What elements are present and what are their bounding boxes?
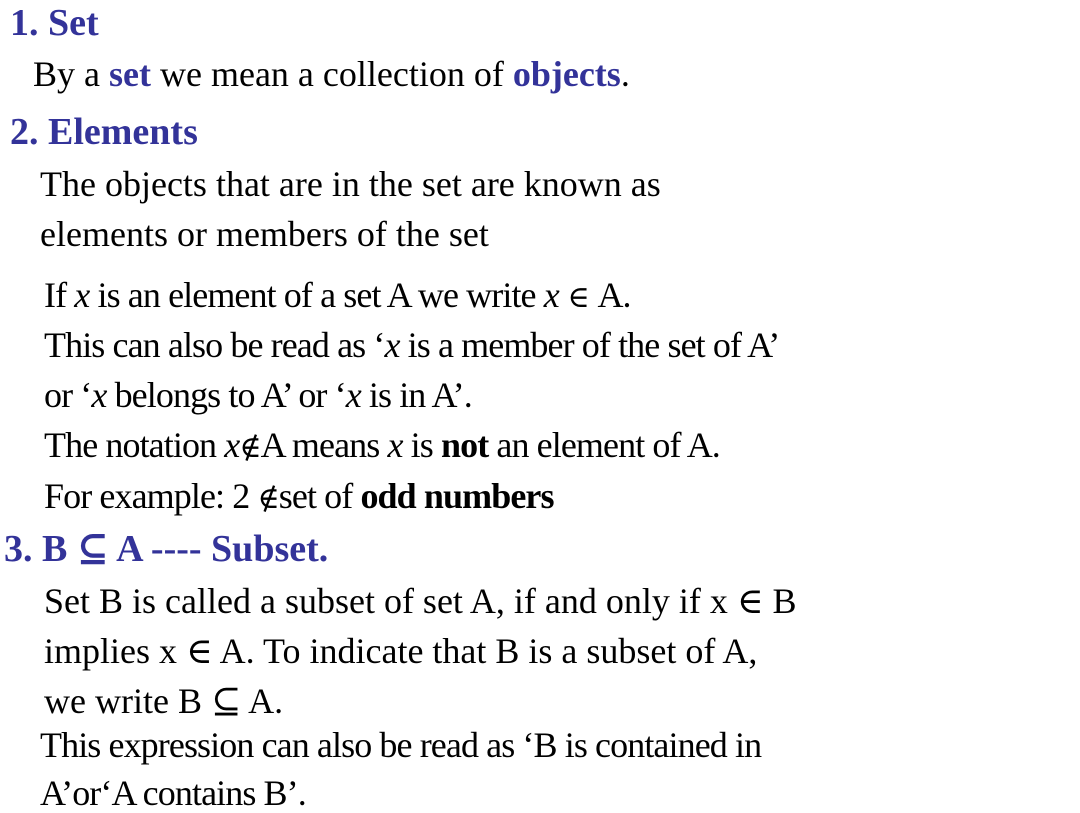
text: is a member of the set of A’: [399, 325, 780, 365]
emphasis-odd-numbers: odd numbers: [360, 476, 554, 516]
not-element-of-symbol: ∉: [257, 481, 279, 516]
text: is in A’.: [360, 375, 472, 415]
variable-x: x: [74, 275, 90, 315]
term-set: set: [109, 54, 151, 94]
membership-line-1: [44, 277, 631, 313]
elements-intro-line-1: The objects that are in the set are known as: [40, 164, 661, 204]
membership-line-4: [44, 427, 720, 463]
subset-definition-line-2: implies x ∈ A. To indicate that B is a subset of A,: [44, 631, 758, 671]
membership-example: [44, 478, 554, 514]
variable-x: x: [91, 375, 107, 415]
variable-x: x: [387, 425, 403, 465]
subset-definition-line-1: Set B is called a subset of set A, if and only if x ∈ B: [44, 581, 797, 621]
text: is an element of a set A we write: [89, 275, 544, 315]
not-element-of-symbol: ∉: [239, 430, 261, 465]
set-def-suffix: .: [620, 54, 630, 94]
heading-subset: 3. B ⊆ A ---- Subset.: [4, 528, 329, 570]
membership-line-2: [44, 327, 779, 363]
text: This can also be read as ‘: [44, 325, 385, 365]
elements-intro-line-2: elements or members of the set: [40, 214, 489, 254]
text: or ‘: [44, 375, 92, 415]
subset-definition-line-3: we write B ⊆ A.: [44, 681, 284, 721]
variable-x: x: [345, 375, 361, 415]
text: set of: [278, 476, 361, 516]
emphasis-not: not: [440, 425, 489, 465]
variable-x: x: [384, 325, 400, 365]
set-def-prefix: By a: [33, 54, 109, 94]
term-objects: objects: [512, 54, 621, 94]
text: belongs to A’ or ‘: [106, 375, 346, 415]
text: an element of A.: [488, 425, 720, 465]
subset-reading-line-2: A’or‘A contains B’.: [40, 773, 306, 813]
variable-x: x: [224, 425, 240, 465]
text: The notation: [44, 425, 225, 465]
subset-reading-line-1: This expression can also be read as ‘B is contained in: [40, 725, 762, 765]
text: For example: 2: [44, 476, 258, 516]
text: A means: [260, 425, 388, 465]
text: If: [44, 275, 75, 315]
heading-elements: 2. Elements: [10, 111, 198, 153]
set-def-middle: we mean a collection of: [150, 54, 513, 94]
variable-x: x: [543, 275, 559, 315]
text: is: [402, 425, 441, 465]
element-of-symbol: ∈: [558, 280, 598, 315]
text: A.: [597, 275, 631, 315]
set-definition: [33, 56, 630, 92]
heading-set: 1. Set: [10, 2, 99, 44]
membership-line-3: [44, 377, 472, 413]
